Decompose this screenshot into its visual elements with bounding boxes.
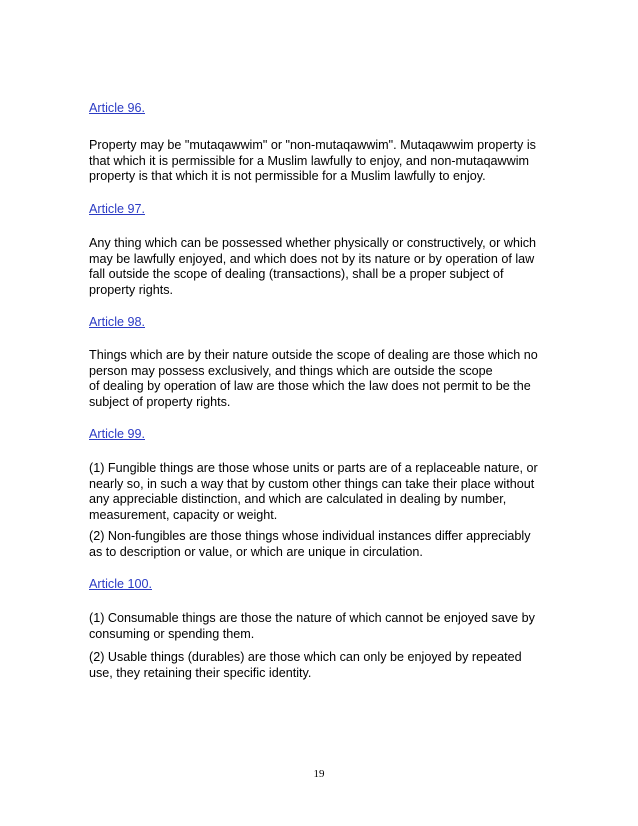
text-line: person may possess exclusively, and things which are outside the scope (89, 363, 493, 378)
text-line: use, they retaining their specific identity. (89, 665, 312, 680)
article-99-paragraph-2 (89, 529, 559, 560)
text-line: Things which are by their nature outside the scope of dealing are those which no (89, 348, 538, 362)
article-99-link[interactable]: Article 99. (89, 427, 145, 441)
text-line: (1) Consumable things are those the nature of which cannot be enjoyed save by (89, 611, 535, 625)
text-line: Property may be "mutaqawwim" or "non-mutaqawwim". Mutaqawwim property is (89, 138, 536, 152)
article-97-link[interactable]: Article 97. (89, 202, 145, 216)
text-line: property is that which it is not permissible for a Muslim lawfully to enjoy. (89, 169, 486, 184)
article-100-heading[interactable] (89, 577, 559, 593)
text-line: fall outside the scope of dealing (transactions), shall be a proper subject of (89, 267, 504, 282)
text-line: (2) Usable things (durables) are those which can only be enjoyed by repeated (89, 650, 522, 664)
article-97-heading[interactable] (89, 202, 559, 218)
text-line: nearly so, in such a way that by custom other things can take their place without (89, 476, 535, 491)
text-line: consuming or spending them. (89, 626, 255, 641)
article-100-link[interactable]: Article 100. (89, 577, 152, 591)
article-96-link[interactable]: Article 96. (89, 101, 145, 115)
article-96-paragraph (89, 138, 559, 185)
text-line: subject of property rights. (89, 394, 231, 409)
text-line: property rights. (89, 282, 173, 297)
article-98-heading[interactable] (89, 315, 559, 331)
text-line: may be lawfully enjoyed, and which does not by its nature or by operation of law (89, 251, 535, 266)
text-line: that which it is permissible for a Muslim lawfully to enjoy, and non-mutaqawwim (89, 153, 530, 168)
article-97-paragraph (89, 236, 559, 298)
text-line: any appreciable distinction, and which are calculated in dealing by number, (89, 492, 507, 507)
text-line: measurement, capacity or weight. (89, 507, 278, 522)
article-99-heading[interactable] (89, 427, 559, 443)
article-98-paragraph (89, 348, 559, 410)
text-line: (1) Fungible things are those whose units or parts are of a replaceable nature, or (89, 461, 538, 475)
article-100-paragraph-2 (89, 650, 559, 681)
article-96-heading[interactable] (89, 101, 559, 117)
article-100-paragraph-1 (89, 611, 559, 642)
text-line: as to description or value, or which are unique in circulation. (89, 544, 423, 559)
text-line: of dealing by operation of law are those which the law does not permit to be the (89, 379, 531, 394)
article-99-paragraph-1 (89, 461, 559, 523)
text-line: Any thing which can be possessed whether physically or constructively, or which (89, 236, 537, 250)
article-98-link[interactable]: Article 98. (89, 315, 145, 329)
page-number: 19 (313, 768, 325, 780)
text-line: (2) Non-fungibles are those things whose individual instances differ appreciably (89, 529, 531, 543)
